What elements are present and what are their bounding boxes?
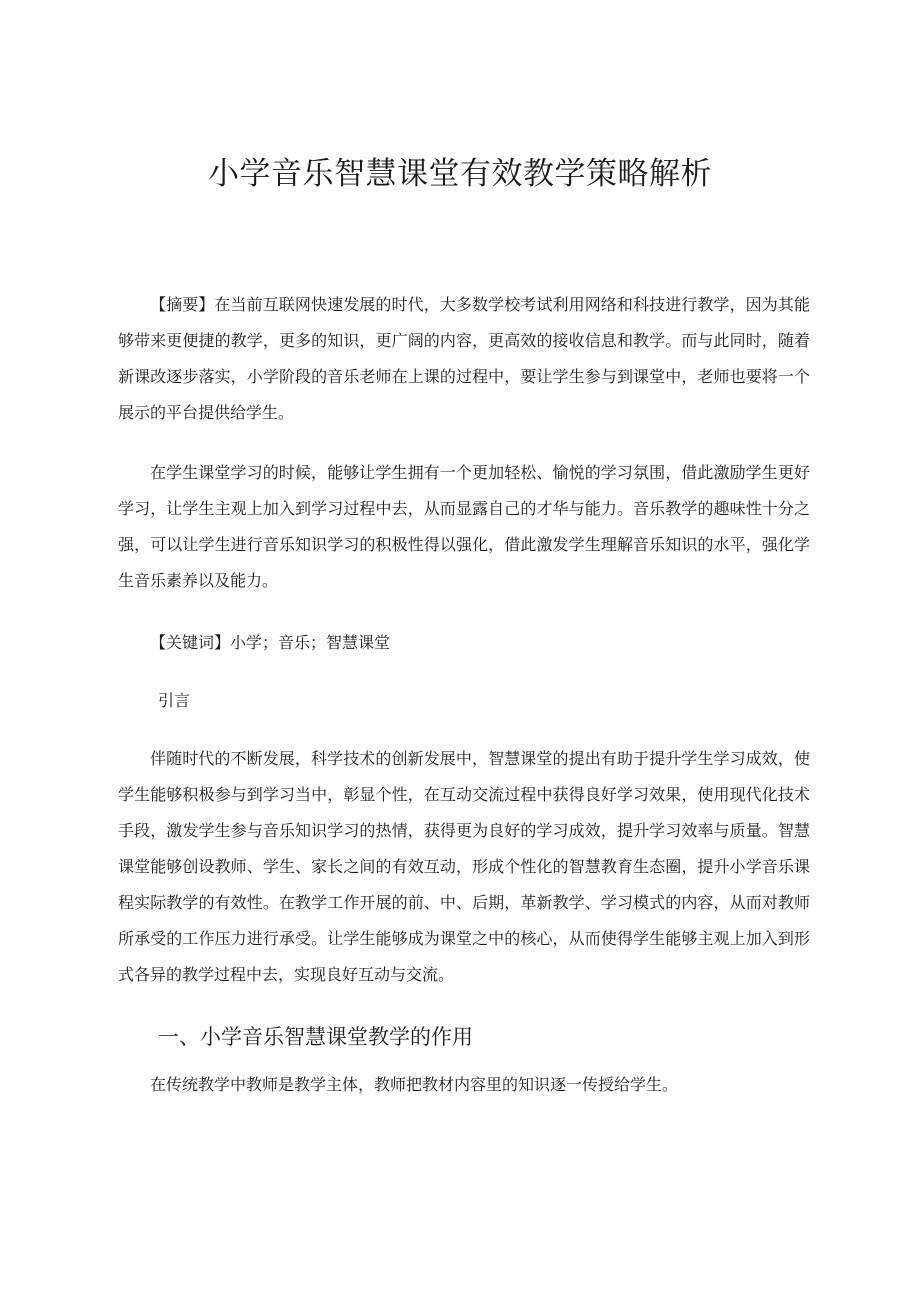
intro-paragraph: 伴随时代的不断发展，科学技术的创新发展中，智慧课堂的提出有助于提升学生学习成效，使学生能够积极参与到学习当中，彰显个性，在互动交流过程中获得良好学习效果，使用现代化技术手段，激发学生参与音乐知识学习的热情，获得更为良好的学习成效，提升学习效率与质量。智慧课堂能够创设教师、学生、家长之间的有效互动，形成个性化的智慧教育生态圈，提升小学音乐课程实际教学的有效性。在教学工作开展的前、中、后期，革新教学、学习模式的内容，从而对教师所承受的工作压力进行承受。让学生能够成为课堂之中的核心，从而使得学生能够主观上加入到形式各异的教学过程中去，实现良好互动与交流。 xyxy=(118,749,810,984)
keywords-line: 【关键词】小学；音乐；智慧课堂 xyxy=(150,633,391,652)
section-1-heading: 一、小学音乐智慧课堂教学的作用 xyxy=(158,1025,473,1049)
abstract-paragraph: 【摘要】在当前互联网快速发展的时代，大多数学校考试利用网络和科技进行教学，因为其能够带来更便捷的教学，更多的知识，更广阔的内容，更高效的接收信息和教学。而与此同时，随着新课改逐步落实，小学阶段的音乐老师在上课的过程中，要让学生参与到课堂中，老师也要将一个展示的平台提供给学生。 xyxy=(118,295,810,422)
abstract-paragraph-2: 在学生课堂学习的时候，能够让学生拥有一个更加轻松、愉悦的学习氛围，借此激励学生更好学习，让学生主观上加入到学习过程中去，从而显露自己的才华与能力。音乐教学的趣味性十分之强，可以让学生进行音乐知识学习的积极性得以强化，借此激发学生理解音乐知识的水平，强化学生音乐素养以及能力。 xyxy=(118,463,810,590)
section-1-paragraph: 在传统教学中教师是教学主体，教师把教材内容里的知识逐一传授给学生。 xyxy=(150,1075,679,1094)
document-title: 小学音乐智慧课堂有效教学策略解析 xyxy=(208,156,712,192)
intro-heading: 引言 xyxy=(158,691,191,710)
